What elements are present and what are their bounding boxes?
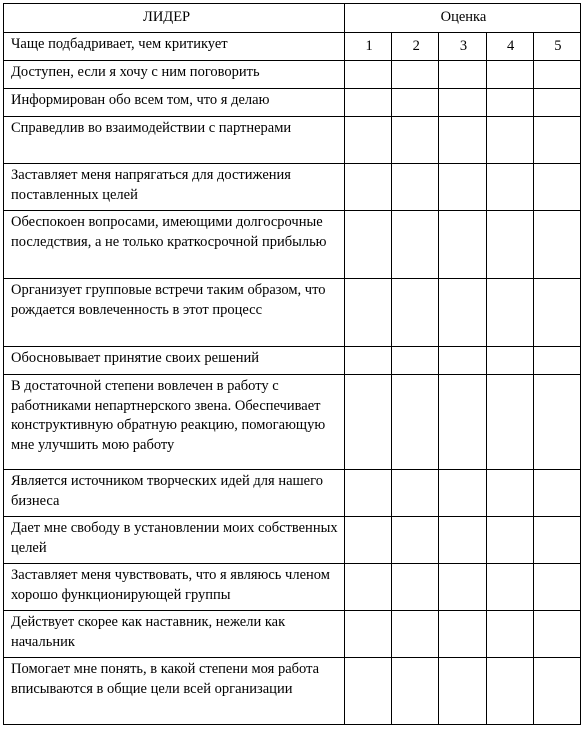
rating-cell[interactable] (486, 611, 533, 658)
rating-cell[interactable] (439, 211, 486, 279)
rating-cell[interactable] (345, 470, 392, 517)
assessment-table (3, 3, 581, 725)
rating-cell[interactable] (533, 658, 580, 725)
rating-cell[interactable] (533, 517, 580, 564)
table-row (4, 33, 581, 61)
rating-cell[interactable] (486, 470, 533, 517)
table-row (4, 211, 581, 279)
rating-cell[interactable] (345, 611, 392, 658)
rating-cell[interactable] (533, 279, 580, 347)
criteria-rows (4, 33, 581, 725)
criterion-text: Заставляет меня чувствовать, что я являюсь членом хорошо функционирующей группы (4, 564, 345, 611)
rating-cell[interactable] (439, 164, 486, 211)
rating-cell[interactable] (439, 279, 486, 347)
rating-cell[interactable] (392, 347, 439, 375)
criterion-text: Доступен, если я хочу с ним поговорить (4, 61, 345, 89)
rating-cell[interactable] (439, 470, 486, 517)
table-row (4, 279, 581, 347)
rating-scale-5: 5 (533, 33, 580, 61)
rating-cell[interactable] (533, 611, 580, 658)
rating-cell[interactable] (486, 564, 533, 611)
rating-cell[interactable] (486, 89, 533, 117)
rating-scale-1: 1 (345, 33, 392, 61)
rating-cell[interactable] (439, 61, 486, 89)
rating-cell[interactable] (345, 517, 392, 564)
rating-cell[interactable] (345, 89, 392, 117)
rating-cell[interactable] (392, 164, 439, 211)
rating-cell[interactable] (533, 375, 580, 470)
rating-cell[interactable] (533, 89, 580, 117)
rating-scale-2: 2 (392, 33, 439, 61)
rating-cell[interactable] (533, 211, 580, 279)
table-row (4, 347, 581, 375)
table-row (4, 470, 581, 517)
rating-cell[interactable] (439, 89, 486, 117)
table-row (4, 517, 581, 564)
table-row (4, 61, 581, 89)
rating-cell[interactable] (439, 611, 486, 658)
rating-cell[interactable] (345, 164, 392, 211)
criterion-text: Действует скорее как наставник, нежели как начальник (4, 611, 345, 658)
rating-cell[interactable] (345, 658, 392, 725)
rating-cell[interactable] (345, 564, 392, 611)
rating-cell[interactable] (486, 279, 533, 347)
rating-cell[interactable] (439, 658, 486, 725)
rating-cell[interactable] (533, 61, 580, 89)
criterion-text: Справедлив во взаимодействии с партнерами (4, 117, 345, 164)
rating-scale-4: 4 (486, 33, 533, 61)
table-row (4, 375, 581, 470)
rating-cell[interactable] (486, 117, 533, 164)
rating-cell[interactable] (392, 61, 439, 89)
rating-cell[interactable] (486, 61, 533, 89)
rating-cell[interactable] (392, 517, 439, 564)
leader-column-header: ЛИДЕР (4, 4, 345, 33)
rating-cell[interactable] (533, 470, 580, 517)
criterion-text: Помогает мне понять, в какой степени моя работа вписываются в общие цели всей организации (4, 658, 345, 725)
rating-cell[interactable] (345, 279, 392, 347)
rating-cell[interactable] (392, 89, 439, 117)
table-row (4, 117, 581, 164)
criterion-text: Организует групповые встречи таким образом, что рождается вовлеченность в этот процесс (4, 279, 345, 347)
rating-cell[interactable] (392, 470, 439, 517)
rating-cell[interactable] (392, 611, 439, 658)
rating-cell[interactable] (392, 279, 439, 347)
rating-cell[interactable] (392, 564, 439, 611)
criterion-text: Дает мне свободу в установлении моих собственных целей (4, 517, 345, 564)
rating-cell[interactable] (533, 347, 580, 375)
rating-cell[interactable] (392, 211, 439, 279)
rating-cell[interactable] (486, 347, 533, 375)
criterion-text: В достаточной степени вовлечен в работу с работниками непартнерского звена. Обеспечивает конструктивную обратную реакцию, помогающую мне улучшить мою работу (4, 375, 345, 470)
criterion-text: Заставляет меня напрягаться для достижения поставленных целей (4, 164, 345, 211)
rating-cell[interactable] (345, 347, 392, 375)
criterion-text: Чаще подбадривает, чем критикует (4, 33, 345, 61)
header-row (4, 4, 581, 33)
criterion-text: Является источником творческих идей для нашего бизнеса (4, 470, 345, 517)
rating-cell[interactable] (345, 375, 392, 470)
rating-cell[interactable] (439, 375, 486, 470)
rating-cell[interactable] (486, 517, 533, 564)
rating-cell[interactable] (345, 61, 392, 89)
rating-cell[interactable] (392, 117, 439, 164)
rating-cell[interactable] (392, 375, 439, 470)
leader-assessment-form (3, 3, 580, 725)
table-row (4, 89, 581, 117)
table-row (4, 611, 581, 658)
rating-cell[interactable] (486, 211, 533, 279)
rating-cell[interactable] (486, 375, 533, 470)
criterion-text: Обосновывает принятие своих решений (4, 347, 345, 375)
rating-cell[interactable] (486, 658, 533, 725)
rating-cell[interactable] (486, 164, 533, 211)
rating-cell[interactable] (392, 658, 439, 725)
table-row (4, 564, 581, 611)
table-row (4, 658, 581, 725)
rating-cell[interactable] (533, 117, 580, 164)
rating-cell[interactable] (345, 211, 392, 279)
rating-cell[interactable] (533, 164, 580, 211)
rating-cell[interactable] (439, 347, 486, 375)
rating-cell[interactable] (533, 564, 580, 611)
rating-cell[interactable] (439, 117, 486, 164)
criterion-text: Обеспокоен вопросами, имеющими долгосрочные последствия, а не только краткосрочной прибылью (4, 211, 345, 279)
rating-scale-3: 3 (439, 33, 486, 61)
table-row (4, 164, 581, 211)
rating-cell[interactable] (345, 117, 392, 164)
rating-cell[interactable] (439, 517, 486, 564)
criterion-text: Информирован обо всем том, что я делаю (4, 89, 345, 117)
rating-column-header: Оценка (345, 4, 581, 33)
rating-cell[interactable] (439, 564, 486, 611)
